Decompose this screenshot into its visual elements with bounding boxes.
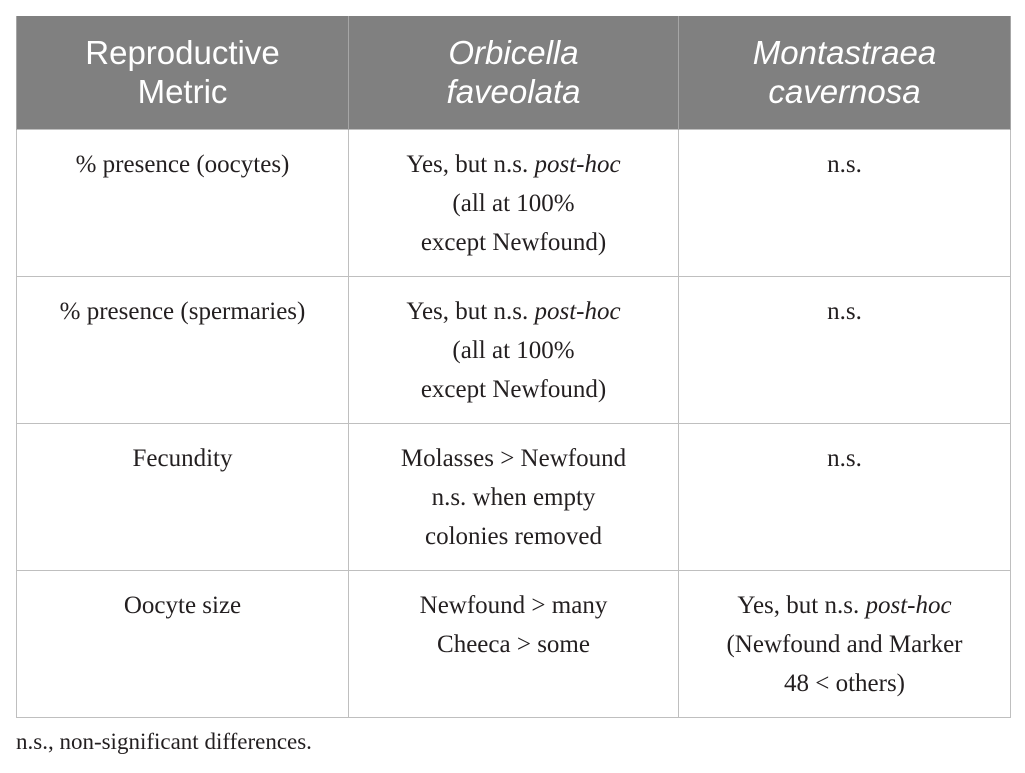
orbicella-cell: Yes, but n.s. post-hoc (all at 100% except Newfound) bbox=[349, 129, 679, 276]
montastraea-cell: n.s. bbox=[679, 276, 1011, 423]
table-row bbox=[17, 129, 1011, 276]
header-row bbox=[17, 16, 1011, 129]
montastraea-cell: n.s. bbox=[679, 423, 1011, 570]
metric-cell: % presence (oocytes) bbox=[17, 129, 349, 276]
header-reproductive-metric: Reproductive Metric bbox=[17, 16, 349, 129]
metric-cell: % presence (spermaries) bbox=[17, 276, 349, 423]
orbicella-cell: Yes, but n.s. post-hoc (all at 100% except Newfound) bbox=[349, 276, 679, 423]
results-table bbox=[16, 16, 1011, 718]
metric-cell: Fecundity bbox=[17, 423, 349, 570]
orbicella-cell: Newfound > many Cheeca > some bbox=[349, 570, 679, 717]
header-orbicella-faveolata: Orbicella faveolata bbox=[349, 16, 679, 129]
table-row bbox=[17, 276, 1011, 423]
montastraea-cell: n.s. bbox=[679, 129, 1011, 276]
table-row bbox=[17, 423, 1011, 570]
table-footnote: n.s., non-significant differences. bbox=[16, 729, 312, 754]
metric-cell: Oocyte size bbox=[17, 570, 349, 717]
header-montastraea-cavernosa: Montastraea cavernosa bbox=[679, 16, 1011, 129]
orbicella-cell: Molasses > Newfound n.s. when empty colonies removed bbox=[349, 423, 679, 570]
table-row bbox=[17, 570, 1011, 717]
montastraea-cell: Yes, but n.s. post-hoc (Newfound and Marker 48 < others) bbox=[679, 570, 1011, 717]
